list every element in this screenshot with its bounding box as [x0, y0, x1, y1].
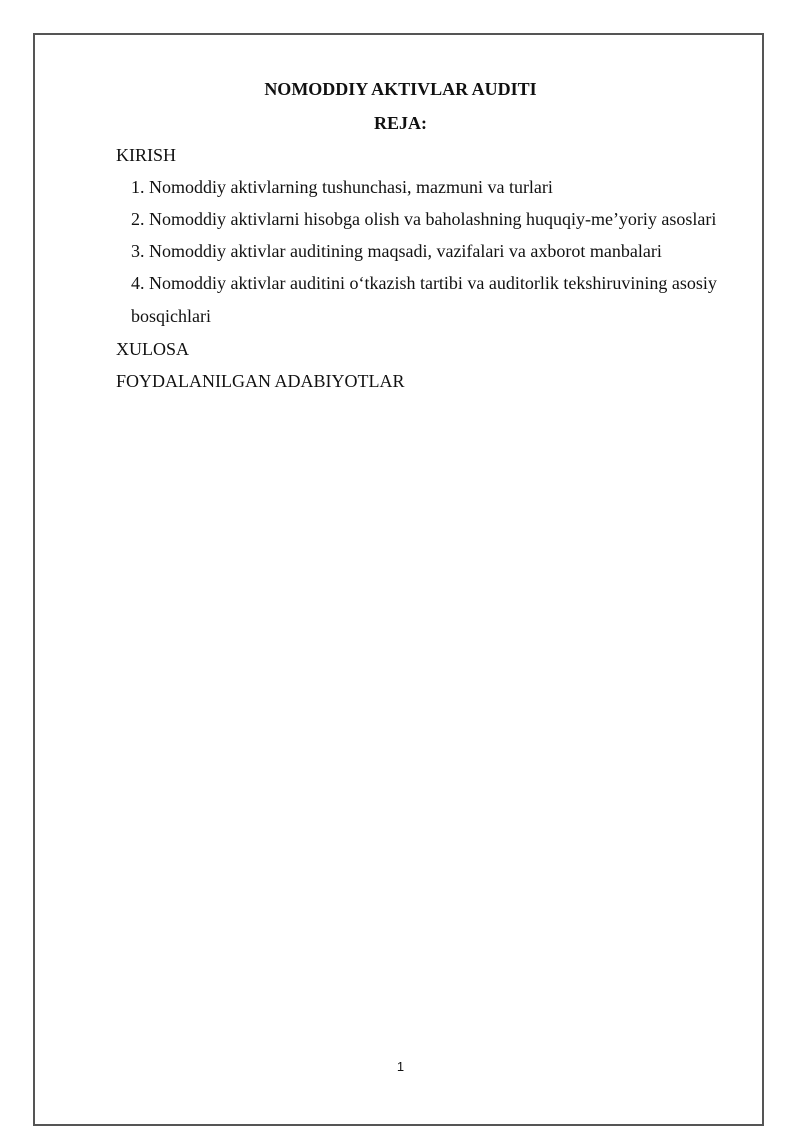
section-references: FOYDALANILGAN ADABIYOTLAR	[116, 371, 405, 391]
plan-item-3: 3. Nomoddiy aktivlar auditining maqsadi, vazifalari va axborot manbalari	[131, 241, 662, 261]
plan-item-4: 4. Nomoddiy aktivlar auditini o‘tkazish tartibi va auditorlik tekshiruvining asosiy bosqichlari	[131, 273, 717, 326]
section-intro: KIRISH	[116, 145, 177, 165]
document-title: NOMODDIY AKTIVLAR AUDITI	[264, 79, 537, 99]
plan-item-1: 1. Nomoddiy aktivlarning tushunchasi, mazmuni va turlari	[131, 177, 553, 197]
plan-item-2: 2. Nomoddiy aktivlarni hisobga olish va baholashning huquqiy-me’yoriy asoslari	[131, 209, 717, 229]
section-conclusion: XULOSA	[116, 339, 190, 359]
page	[33, 33, 764, 1126]
page-number: 1	[396, 1059, 405, 1074]
plan-heading: REJA:	[374, 113, 427, 133]
